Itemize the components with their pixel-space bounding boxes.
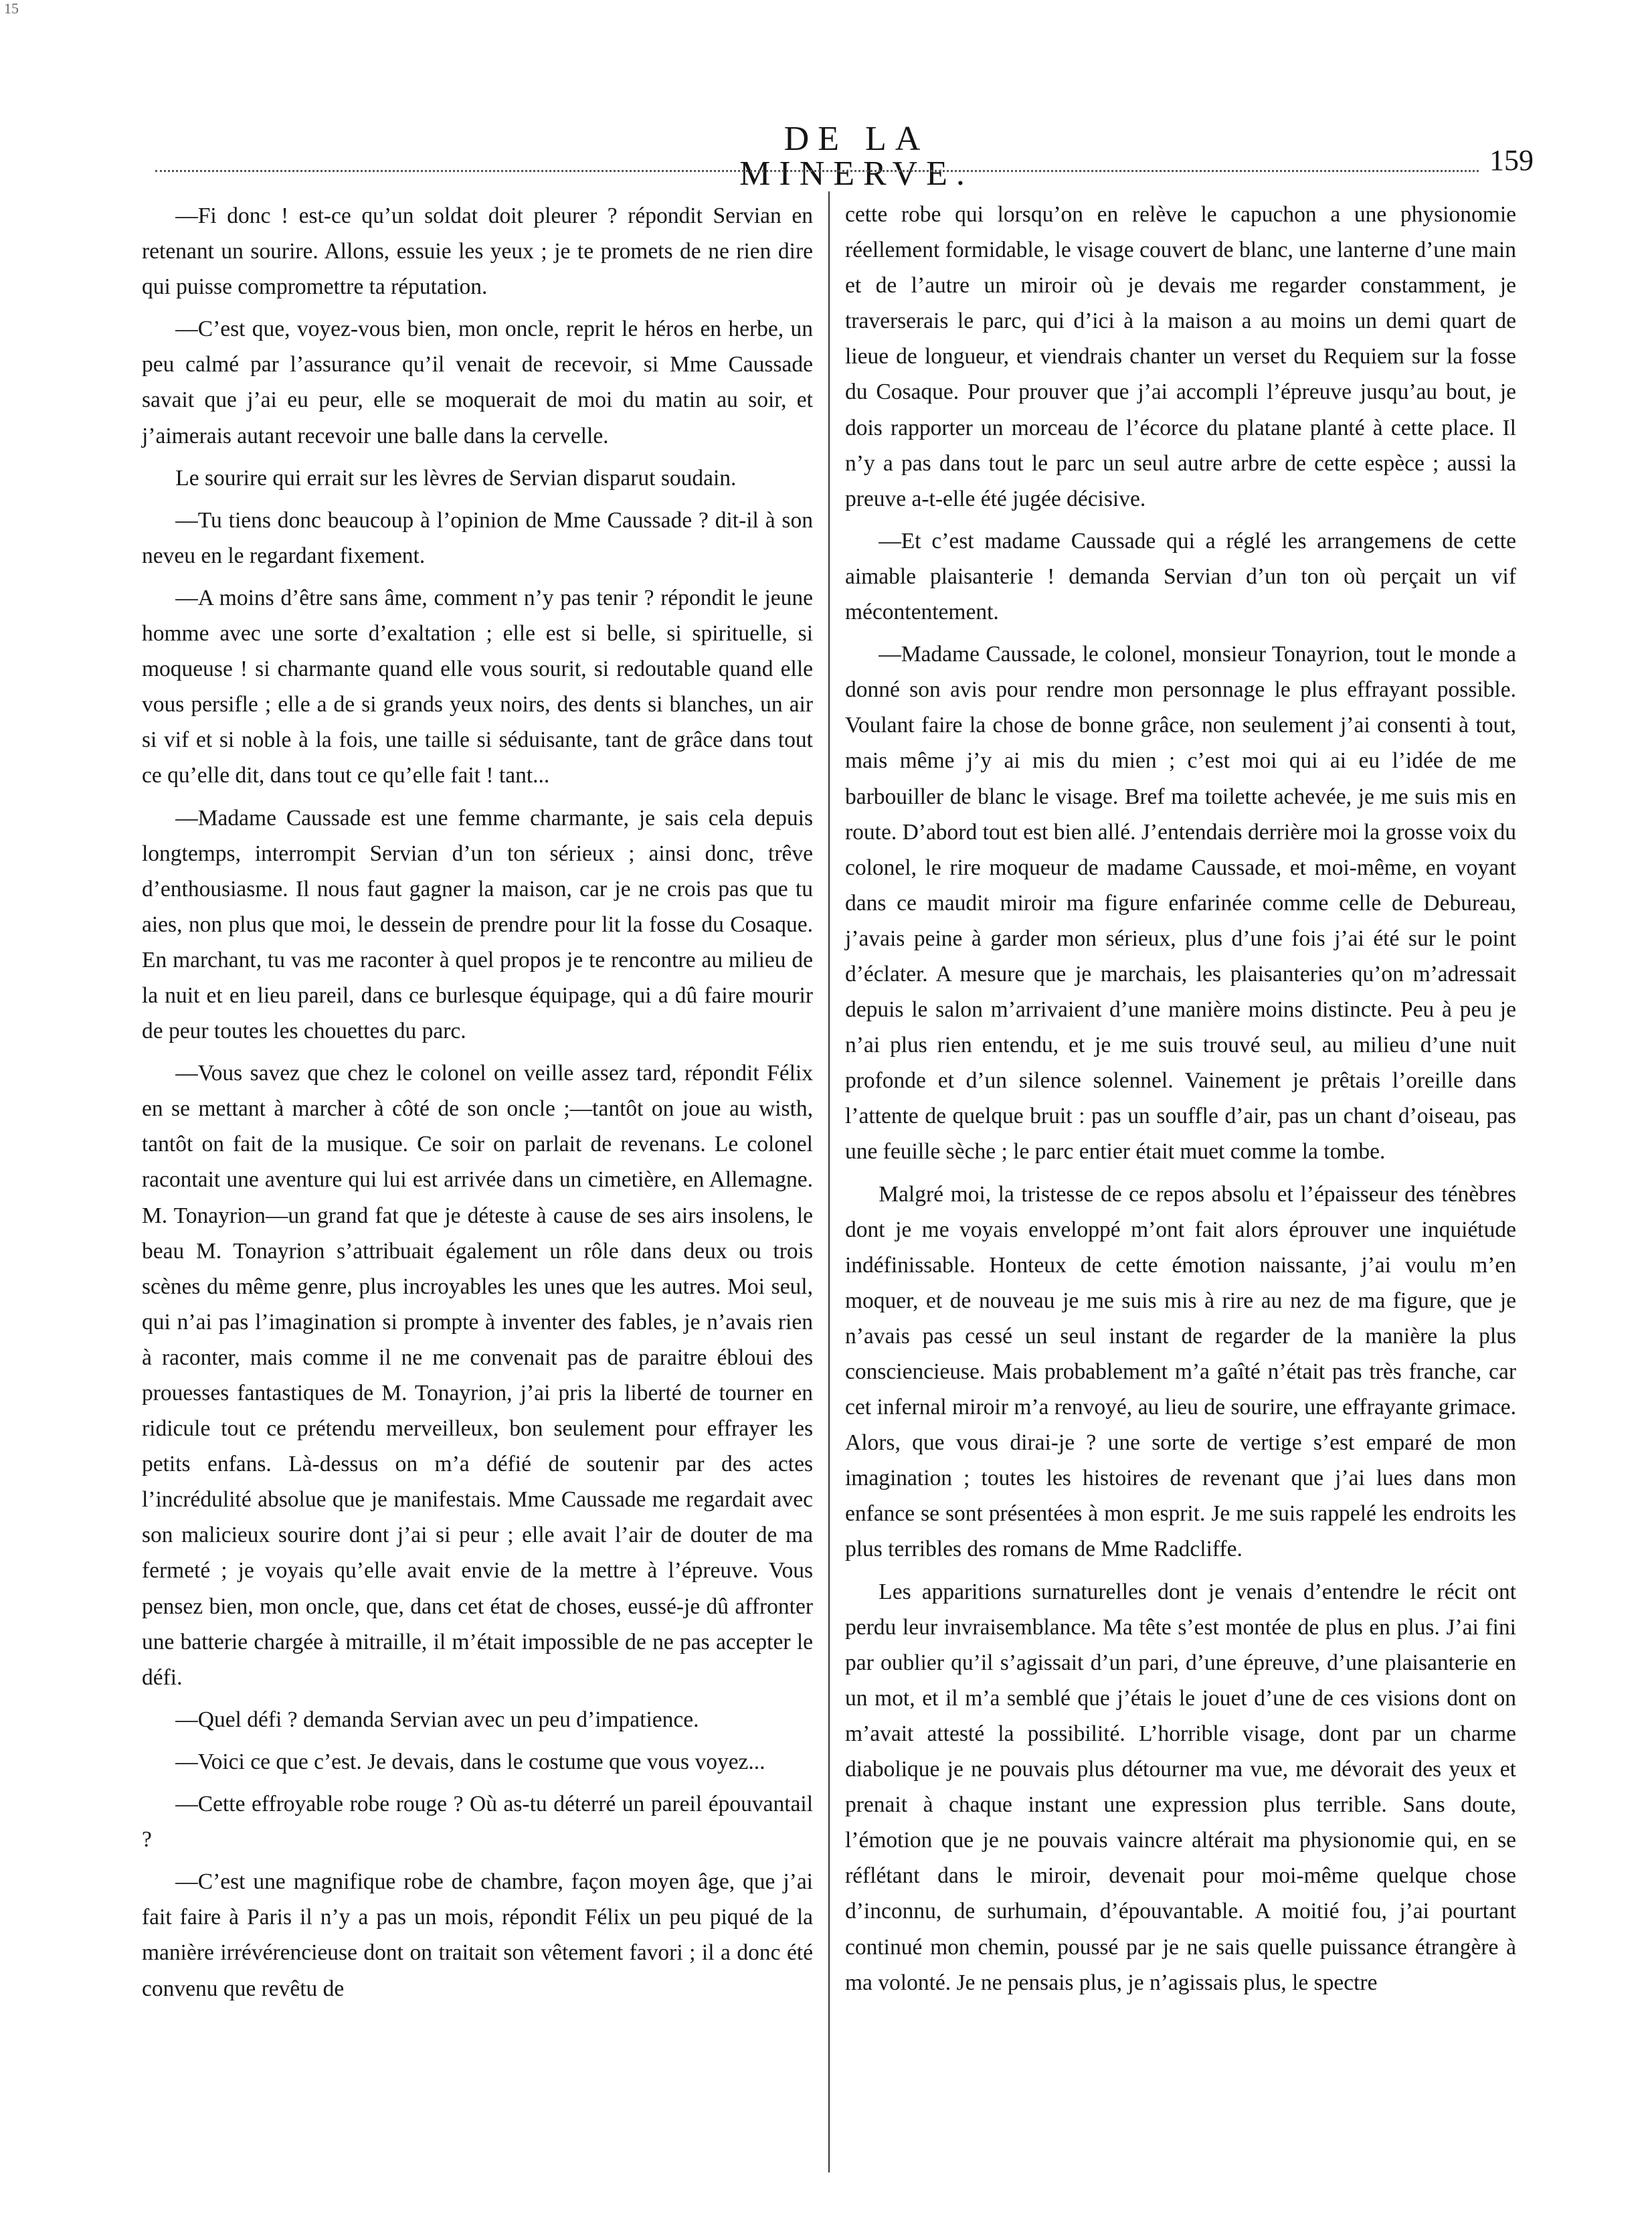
paragraph: cette robe qui lorsqu’on en relève le capuchon a une physionomie réellement formidable, le visage couvert de blanc, une lanterne d’une main et de l’autre un miroir où je devais me regarder constamment, je traverserais le parc, qui d’ici à la maison a au moins un demi quart de lieue de longueur, et viendrais chanter un verset du Requiem sur la fosse du Cosaque. Pour prouver que j’ai accompli l’épreuve jusqu’au bout, je dois rapporter un morceau de l’écorce du platane planté à cette place. Il n’y a pas dans tout le parc un seul autre arbre de cette espèce ; aussi la preuve a-t-elle été jugée décisive. [845, 202, 1516, 511]
page-number: 159 [1489, 144, 1534, 177]
paragraph: —Quel défi ? demanda Servian avec un peu d’impatience. [175, 1707, 699, 1732]
paragraph: Les apparitions surnaturelles dont je venais d’entendre le récit ont perdu leur invraisemblance. Ma tête s’est montée de plus en plus. J’ai fini par oublier qu’il s’agissait d’un pari, d’une épreuve, d’une plaisanterie en un mot, et il m’a semblé que j’étais le jouet d’une de ces visions dont on m’avait attesté la possibilité. L’horrible visage, dont par un charme diabolique je ne pouvais plus détourner ma vue, me dévorait des yeux et prenait à chaque instant une expression plus terrible. Sans doute, l’émotion que je ne pouvais vaincre altérait ma physionomie qui, en se réflétant dans le miroir, devenait pour moi-même quelque chose d’inconnu, de surhumain, d’épouvantable. A moitié fou, j’ai pourtant continué mon chemin, poussé par je ne sais quelle puissance étrangère à ma volonté. Je ne pensais plus, je n’agissais plus, le spectre [845, 1579, 1516, 1995]
right-column [845, 197, 1516, 2007]
paragraph: Le sourire qui errait sur les lèvres de Servian disparut soudain. [175, 465, 737, 491]
paragraph: —Cette effroyable robe rouge ? Où as-tu déterré un pareil épouvantail ? [142, 1792, 813, 1853]
paragraph: —Madame Caussade est une femme charmante, je sais cela depuis longtemps, interrompit Servian d’un ton sérieux ; ainsi donc, trêve d’enthousiasme. Il nous faut gagner la maison, car je ne crois pas que tu aies, non plus que moi, le dessein de prendre pour lit la fosse du Cosaque. En marchant, tu vas me raconter à quel propos je te rencontre au milieu de la nuit et en lieu pareil, dans ce burlesque équipage, qui a dû faire mourir de peur toutes les chouettes du parc. [142, 805, 813, 1044]
paragraph: —Vous savez que chez le colonel on veille assez tard, répondit Félix en se mettant à marcher à côté de son oncle ;—tantôt on joue au wisth, tantôt on fait de la musique. Ce soir on parlait de revenans. Le colonel racontait une aventure qui lui est arrivée dans un cimetière, en Allemagne. M. Tonayrion—un grand fat que je déteste à cause de ses airs insolens, le beau M. Tonayrion s’attribuait également un rôle dans deux ou trois scènes du même genre, plus incroyables les unes que les autres. Moi seul, qui n’ai pas l’imagination si prompte à inventer des fables, je n’avais rien à raconter, mais comme il ne me convenait pas de paraitre ébloui des prouesses fantastiques de M. Tonayrion, j’ai pris la liberté de tourner en ridicule tout ce prétendu merveilleux, bon seulement pour effrayer les petits enfans. Là-dessus on m’a défié de soutenir par des actes l’incrédulité absolue que je manifestais. Mme Caussade me regardait avec son malicieux sourire dont j’ai si peur ; elle avait l’air de douter de ma fermeté ; je voyais qu’elle avait envie de la mettre à l’épreuve. Vous pensez bien, mon oncle, que, dans cet état de choses, eussé-je dû affronter une batterie chargée à mitraille, il m’était impossible de ne pas accepter le défi. [142, 1061, 813, 1690]
left-column [142, 198, 813, 2013]
paragraph: —Madame Caussade, le colonel, monsieur Tonayrion, tout le monde a donné son avis pour rendre mon personnage le plus effrayant possible. Voulant faire la chose de bonne grâce, non seulement j’ai consenti à tout, mais même j’y ai mis du mien ; c’est moi qui ai eu l’idée de me barbouiller de blanc le visage. Bref ma toilette achevée, je me suis mis en route. D’abord tout est bien allé. J’entendais derrière moi la grosse voix du colonel, le rire moqueur de madame Caussade, et moi-même, en voyant dans ce maudit miroir ma figure enfarinée comme celle de Debureau, j’avais peine à garder mon sérieux, plus d’une fois j’ai été sur le point d’éclater. A mesure que je marchais, les plaisanteries qu’on m’adressait depuis le salon m’arrivaient d’une manière moins distincte. Peu à peu je n’ai plus rien entendu, et je me suis trouvé seul, au milieu d’une nuit profonde et d’un silence solennel. Vainement je prêtais l’oreille dans l’attente de quelque bruit : pas un souffle d’air, pas un chant d’oiseau, pas une feuille sèche ; le parc entier était muet comme la tombe. [845, 642, 1516, 1165]
paragraph: —Et c’est madame Caussade qui a réglé les arrangemens de cette aimable plaisanterie ! demanda Servian d’un ton où perçait un vif mécontentement. [845, 528, 1516, 625]
paragraph: —Tu tiens donc beaucoup à l’opinion de Mme Caussade ? dit-il à son neveu en le regardant fixement. [142, 507, 813, 568]
paragraph: —Voici ce que c’est. Je devais, dans le costume que vous voyez... [175, 1749, 765, 1774]
paragraph: —C’est que, voyez-vous bien, mon oncle, reprit le héros en herbe, un peu calmé par l’assurance qu’il venait de recevoir, si Mme Caussade savait que j’ai eu peur, elle se moquerait de moi du matin au soir, et j’aimerais autant recevoir une balle dans la cervelle. [142, 317, 813, 448]
paragraph: —Fi donc ! est-ce qu’un soldat doit pleurer ? répondit Servian en retenant un sourire. Allons, essuie les yeux ; je te promets de ne rien dire qui puisse compromettre ta réputation. [142, 203, 813, 300]
paragraph: Malgré moi, la tristesse de ce repos absolu et l’épaisseur des ténèbres dont je me voyais enveloppé m’ont fait alors éprouver une inquiétude indéfinissable. Honteux de cette émotion naissante, j’ai voulu m’en moquer, et de nouveau je me suis mis à rire au nez de ma figure, que je n’avais pas cessé un seul instant de regarder de la manière la plus consciencieuse. Mais probablement m’a gaîté n’était pas très franche, car cet infernal miroir m’a renvoyé, au lieu de sourire, une effrayante grimace. Alors, que vous dirai-je ? une sorte de vertige s’est emparé de mon imagination ; toutes les histoires de revenant que j’ai lues dans mon enfance se sont présentées à mon esprit. Je me suis rappelé les endroits les plus terribles des romans de Mme Radcliffe. [845, 1181, 1516, 1562]
paragraph: —C’est une magnifique robe de chambre, façon moyen âge, que j’ai fait faire à Paris il n’y a pas un mois, répondit Félix un peu piqué de la manière irrévérencieuse dont on traitait son vêtement favori ; il a donc été convenu que revêtu de [142, 1869, 813, 2001]
corner-mark: 15 [4, 0, 19, 17]
running-title: DE LA MINERVE. [739, 120, 974, 193]
header-rule [155, 170, 1479, 172]
column-divider [828, 191, 830, 2172]
paragraph: —A moins d’être sans âme, comment n’y pas tenir ? répondit le jeune homme avec une sorte d’exaltation ; elle est si belle, si spirituelle, si moqueuse ! si charmante quand elle vous sourit, si redoutable quand elle vous persifle ; elle a de si grands yeux noirs, des dents si blanches, un air si vif et si noble à la fois, une taille si séduisante, tant de grâce dans tout ce qu’elle dit, dans tout ce qu’elle fait ! tant... [142, 585, 813, 788]
